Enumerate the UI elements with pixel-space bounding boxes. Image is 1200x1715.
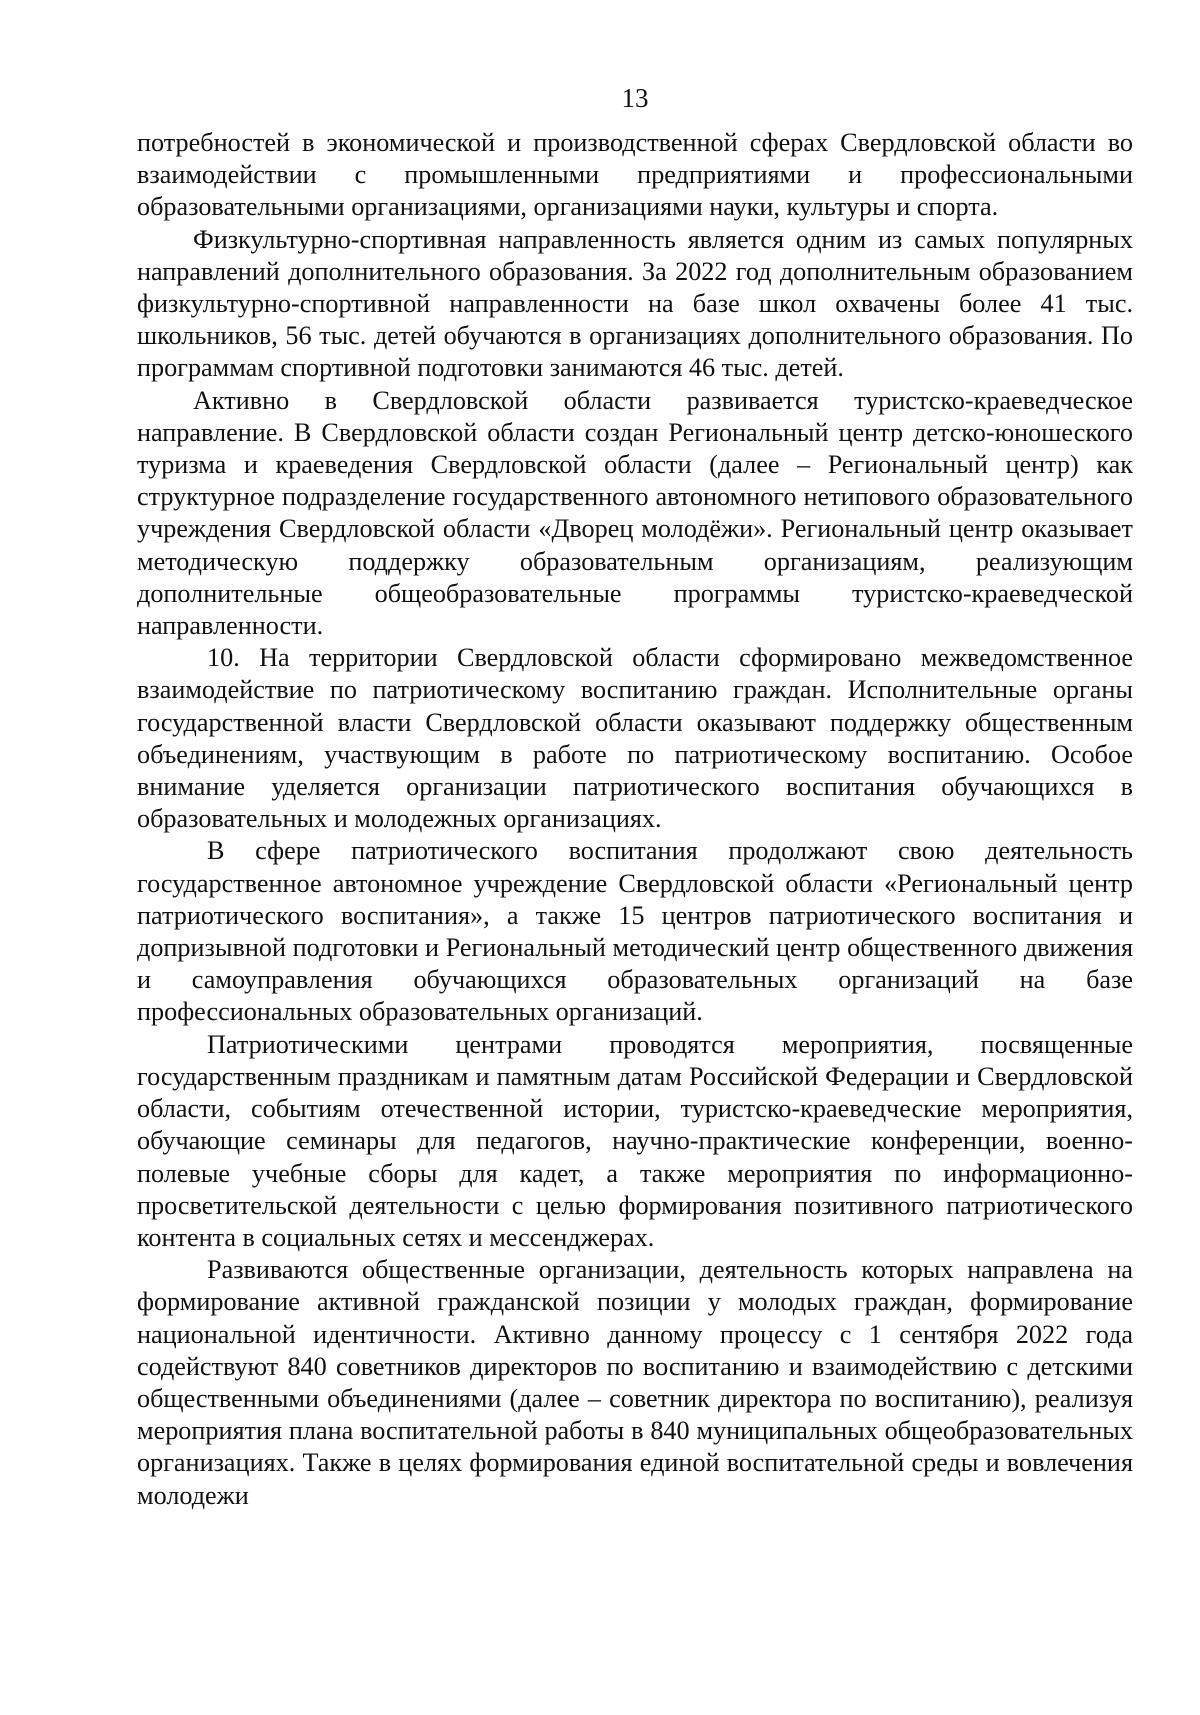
paragraph-continuation: потребностей в экономической и производственной сферах Свердловской области во взаимодействии с промышленными предприятиями и профессиональными образовательными организациями, организациями науки, культуры и спорта. xyxy=(137,128,1133,222)
paragraph-sports: Физкультурно-спортивная направленность является одним из самых популярных направлений дополнительного образования. За 2022 год дополнительным образованием физкультурно-спортивной направленности на базе школ охвачены более 41 тыс. школьников, 56 тыс. детей обучаются в организациях дополнительного образования. По программам спортивной подготовки занимаются 46 тыс. детей. xyxy=(137,224,1133,383)
paragraph-public-organizations: Развиваются общественные организации, деятельность которых направлена на формирование активной гражданской позиции у молодых граждан, формирование национальной идентичности. Активно данному процессу с 1 сентября 2022 года содействуют 840 советников директоров по воспитанию и взаимодействию с детскими общественными объединениями (далее – советник директора по воспитанию), реализуя мероприятия плана воспитательной работы в 840 муниципальных общеобразовательных организациях. Также в целях формирования единой воспитательной среды и вовлечения молодежи xyxy=(137,1255,1133,1510)
paragraph-patriotic-events: Патриотическими центрами проводятся мероприятия, посвященные государственным праздникам и памятным датам Российской Федерации и Свердловской области, событиям отечественной истории, туристско-краеведческие мероприятия, обучающие семинары для педагогов, научно-практические конференции, военно-полевые учебные сборы для кадет, а также мероприятия по информационно-просветительской деятельности с целью формирования позитивного патриотического контента в социальных сетях и мессенджерах. xyxy=(137,1029,1133,1252)
paragraph-patriotic-centers: В сфере патриотического воспитания продолжают свою деятельность государственное автономное учреждение Свердловской области «Региональный центр патриотического воспитания», а также 15 центров патриотического воспитания и допризывной подготовки и Региональный методический центр общественного движения и самоуправления обучающихся образовательных организаций на базе профессиональных образовательных организаций. xyxy=(137,836,1133,1027)
page-number: 13 xyxy=(621,83,649,113)
paragraph-item-10: 10. На территории Свердловской области сформировано межведомственное взаимодействие по патриотическому воспитанию граждан. Исполнительные органы государственной власти Свердловской области оказывают поддержку общественным объединениям, участвующим в работе по патриотическому воспитанию. Особое внимание уделяется организации патриотического воспитания обучающихся в образовательных и молодежных организациях. xyxy=(137,643,1133,834)
document-body xyxy=(137,127,1133,1512)
paragraph-tourism: Активно в Свердловской области развивается туристско-краеведческое направление. В Свердловской области создан Региональный центр детско-юношеского туризма и краеведения Свердловской области (далее – Региональный центр) как структурное подразделение государственного автономного нетипового образовательного учреждения Свердловской области «Дворец молодёжи». Региональный центр оказывает методическую поддержку образовательным организациям, реализующим дополнительные общеобразовательные программы туристско-краеведческой направленности. xyxy=(137,385,1133,641)
